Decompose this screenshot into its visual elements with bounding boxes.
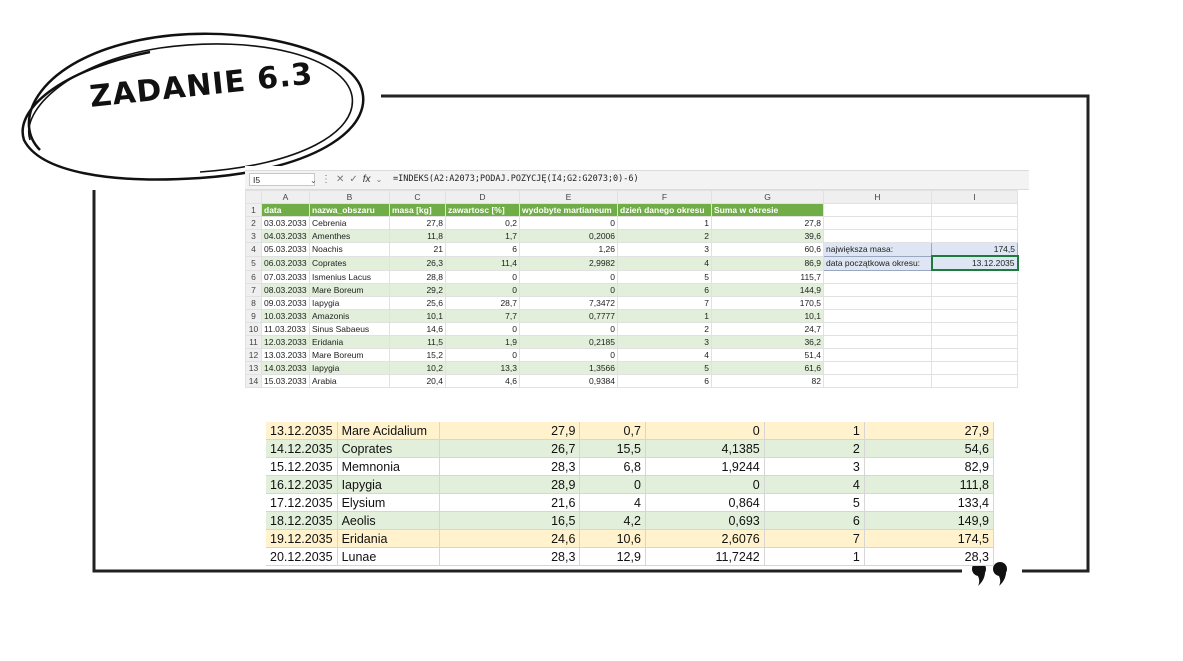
zoomed-cell[interactable]: Lunae [337, 548, 439, 566]
zoomed-grid [266, 422, 994, 566]
zoomed-cell[interactable]: 12,9 [580, 548, 646, 566]
header-cell[interactable]: wydobyte martianeum [520, 204, 618, 217]
zoomed-cell[interactable]: 2 [764, 440, 864, 458]
zoomed-row [266, 530, 994, 548]
zoomed-cell[interactable]: 54,6 [864, 440, 993, 458]
row-header[interactable]: 5 [246, 256, 262, 270]
zoomed-cell[interactable]: Eridania [337, 530, 439, 548]
zoomed-cell[interactable]: 28,3 [439, 548, 579, 566]
data-cell[interactable]: 86,9 [712, 256, 824, 270]
spreadsheet [245, 166, 1029, 397]
column-header[interactable]: H [824, 191, 932, 204]
zoomed-cell[interactable]: 149,9 [864, 512, 993, 530]
header-cell[interactable]: dzień danego okresu [618, 204, 712, 217]
cell[interactable] [932, 309, 1018, 322]
data-cell[interactable]: Iapygia [310, 296, 390, 309]
cell[interactable] [824, 283, 932, 296]
data-cell[interactable]: 21 [390, 243, 446, 257]
row-header[interactable]: 11 [246, 335, 262, 348]
cell[interactable] [824, 361, 932, 374]
data-cell[interactable]: 1 [618, 217, 712, 230]
data-cell[interactable]: 15.03.2033 [262, 374, 310, 387]
zoomed-cell[interactable]: 1 [764, 548, 864, 566]
zoomed-cell[interactable]: 6 [764, 512, 864, 530]
cell[interactable] [824, 217, 932, 230]
zoomed-cell[interactable]: 19.12.2035 [266, 530, 337, 548]
cell[interactable] [932, 361, 1018, 374]
data-cell[interactable]: 7,3472 [520, 296, 618, 309]
sheet-row [246, 217, 1018, 230]
data-cell[interactable]: 2,9982 [520, 256, 618, 270]
data-cell[interactable]: 6 [446, 243, 520, 257]
data-cell[interactable]: 0 [520, 283, 618, 296]
data-cell[interactable]: 27,8 [712, 217, 824, 230]
zoomed-cell[interactable]: 0,864 [645, 494, 764, 512]
cell[interactable] [932, 348, 1018, 361]
zoomed-cell[interactable]: 13.12.2035 [266, 422, 337, 440]
cell[interactable] [932, 270, 1018, 283]
header-cell[interactable]: data [262, 204, 310, 217]
row-header[interactable]: 14 [246, 374, 262, 387]
zoomed-cell[interactable]: 11,7242 [645, 548, 764, 566]
data-cell[interactable]: 0,2185 [520, 335, 618, 348]
data-cell[interactable]: 0,2006 [520, 230, 618, 243]
cell[interactable] [824, 348, 932, 361]
data-cell[interactable]: 0 [446, 270, 520, 283]
data-cell[interactable]: 27,8 [390, 217, 446, 230]
zoomed-cell[interactable]: 28,3 [864, 548, 993, 566]
data-cell[interactable]: 7,7 [446, 309, 520, 322]
cell[interactable] [824, 204, 932, 217]
data-cell[interactable]: 10,1 [390, 309, 446, 322]
data-cell[interactable]: 1,9 [446, 335, 520, 348]
sheet-row [246, 374, 1018, 387]
sheet-row [246, 296, 1018, 309]
header-cell[interactable]: Suma w okresie [712, 204, 824, 217]
zoomed-cell[interactable]: 174,5 [864, 530, 993, 548]
confirm-icon[interactable]: ✓ [349, 174, 358, 185]
cell[interactable] [824, 230, 932, 243]
zoomed-cell[interactable]: 1,9244 [645, 458, 764, 476]
cell[interactable] [932, 217, 1018, 230]
zoomed-cell[interactable]: 82,9 [864, 458, 993, 476]
badge-title: ZADANIE 6.3 [88, 56, 315, 115]
data-cell[interactable]: 14,6 [390, 322, 446, 335]
start-date-label[interactable]: data początkowa okresu: [824, 256, 932, 270]
data-cell[interactable]: 09.03.2033 [262, 296, 310, 309]
start-date-value[interactable]: 13.12.2035 [932, 256, 1018, 270]
row-header[interactable]: 2 [246, 217, 262, 230]
data-cell[interactable]: 1,3566 [520, 361, 618, 374]
more-icon[interactable]: ⋮ [321, 174, 331, 185]
data-cell[interactable]: 13.03.2033 [262, 348, 310, 361]
row-header[interactable]: 12 [246, 348, 262, 361]
data-cell[interactable]: 144,9 [712, 283, 824, 296]
cell[interactable] [824, 270, 932, 283]
data-cell[interactable]: 10,2 [390, 361, 446, 374]
zoomed-cell[interactable]: 111,8 [864, 476, 993, 494]
data-cell[interactable]: 7 [618, 296, 712, 309]
column-header[interactable]: A [262, 191, 310, 204]
data-cell[interactable]: 0 [446, 348, 520, 361]
cell[interactable] [932, 283, 1018, 296]
row-header[interactable]: 4 [246, 243, 262, 257]
data-cell[interactable]: 1,7 [446, 230, 520, 243]
formula-icons [321, 173, 382, 186]
row-header[interactable]: 6 [246, 270, 262, 283]
data-cell[interactable]: 39,6 [712, 230, 824, 243]
data-cell[interactable]: 6 [618, 283, 712, 296]
zoomed-cell[interactable]: 15.12.2035 [266, 458, 337, 476]
column-header[interactable]: F [618, 191, 712, 204]
data-cell[interactable]: 12.03.2033 [262, 335, 310, 348]
cell[interactable] [824, 296, 932, 309]
row-header[interactable]: 10 [246, 322, 262, 335]
data-cell[interactable]: 06.03.2033 [262, 256, 310, 270]
data-cell[interactable]: Mare Boreum [310, 283, 390, 296]
header-cell[interactable]: nazwa_obszaru [310, 204, 390, 217]
data-cell[interactable]: 10.03.2033 [262, 309, 310, 322]
data-cell[interactable]: 3 [618, 243, 712, 257]
data-cell[interactable]: 11,8 [390, 230, 446, 243]
row-header[interactable]: 7 [246, 283, 262, 296]
data-cell[interactable]: 6 [618, 374, 712, 387]
data-cell[interactable]: Iapygia [310, 361, 390, 374]
row-header[interactable]: 13 [246, 361, 262, 374]
data-cell[interactable]: 4 [618, 256, 712, 270]
max-mass-label[interactable]: największa masa: [824, 243, 932, 257]
data-cell[interactable]: 28,7 [446, 296, 520, 309]
sheet-row [246, 243, 1018, 257]
data-cell[interactable]: 08.03.2033 [262, 283, 310, 296]
data-cell[interactable]: 0,9384 [520, 374, 618, 387]
sheet-row [246, 348, 1018, 361]
zoomed-cell[interactable]: 28,3 [439, 458, 579, 476]
zoomed-cell[interactable]: 4,1385 [645, 440, 764, 458]
zoomed-cell[interactable]: 16,5 [439, 512, 579, 530]
cell[interactable] [824, 335, 932, 348]
column-header[interactable]: C [390, 191, 446, 204]
row-header[interactable]: 9 [246, 309, 262, 322]
zoomed-cell[interactable]: 5 [764, 494, 864, 512]
data-cell[interactable]: Mare Boreum [310, 348, 390, 361]
sheet-body [246, 217, 1018, 388]
data-cell[interactable]: 4,6 [446, 374, 520, 387]
data-cell[interactable]: 0 [446, 283, 520, 296]
column-header[interactable]: B [310, 191, 390, 204]
zoomed-cell[interactable]: 0 [580, 476, 646, 494]
zoomed-cell[interactable]: 20.12.2035 [266, 548, 337, 566]
zoomed-table [266, 422, 994, 564]
cell[interactable] [932, 374, 1018, 387]
name-box-value: I5 [253, 175, 261, 185]
zoomed-cell[interactable]: 10,6 [580, 530, 646, 548]
zoomed-cell[interactable]: 18.12.2035 [266, 512, 337, 530]
data-cell[interactable]: 2 [618, 230, 712, 243]
sheet-row [246, 335, 1018, 348]
zoomed-cell[interactable]: 4 [580, 494, 646, 512]
data-cell[interactable]: 24,7 [712, 322, 824, 335]
zoomed-cell[interactable]: Coprates [337, 440, 439, 458]
zoomed-cell[interactable]: 0,7 [580, 422, 646, 440]
zoomed-cell[interactable]: Mare Acidalium [337, 422, 439, 440]
zoomed-cell[interactable]: 0 [645, 476, 764, 494]
sheet-row [246, 309, 1018, 322]
cell[interactable] [932, 204, 1018, 217]
zoomed-cell[interactable]: 26,7 [439, 440, 579, 458]
data-cell[interactable]: 36,2 [712, 335, 824, 348]
name-box[interactable] [249, 173, 315, 186]
row-header[interactable]: 1 [246, 204, 262, 217]
zoomed-cell[interactable]: 14.12.2035 [266, 440, 337, 458]
column-header-row [246, 191, 1018, 204]
data-cell[interactable]: Cebrenia [310, 217, 390, 230]
data-cell[interactable]: 29,2 [390, 283, 446, 296]
zoomed-cell[interactable]: Elysium [337, 494, 439, 512]
data-cell[interactable]: 0 [446, 322, 520, 335]
sheet-row [246, 230, 1018, 243]
zoomed-cell[interactable]: 6,8 [580, 458, 646, 476]
zoomed-cell[interactable]: 0,693 [645, 512, 764, 530]
formula-input[interactable]: =INDEKS(A2:A2073;PODAJ.POZYCJĘ(I4;G2:G2073;0)-6) [393, 174, 639, 184]
zoomed-cell[interactable]: 7 [764, 530, 864, 548]
data-cell[interactable]: 0 [520, 322, 618, 335]
column-header[interactable]: G [712, 191, 824, 204]
zoomed-cell[interactable]: Iapygia [337, 476, 439, 494]
zoomed-row [266, 440, 994, 458]
zoomed-cell[interactable]: Aeolis [337, 512, 439, 530]
data-cell[interactable]: 0 [520, 217, 618, 230]
max-mass-value[interactable]: 174,5 [932, 243, 1018, 257]
zoomed-row [266, 548, 994, 566]
row-header[interactable]: 3 [246, 230, 262, 243]
zoomed-row [266, 422, 994, 440]
data-cell[interactable]: 5 [618, 270, 712, 283]
sheet-row [246, 361, 1018, 374]
data-cell[interactable]: 1 [618, 309, 712, 322]
column-header[interactable]: I [932, 191, 1018, 204]
zoomed-body [266, 422, 994, 566]
data-cell[interactable]: Noachis [310, 243, 390, 257]
data-cell[interactable]: 2 [618, 322, 712, 335]
data-cell[interactable]: 10,1 [712, 309, 824, 322]
data-cell[interactable]: 14.03.2033 [262, 361, 310, 374]
zoomed-cell[interactable]: 24,6 [439, 530, 579, 548]
column-header[interactable]: E [520, 191, 618, 204]
zoomed-cell[interactable]: 15,5 [580, 440, 646, 458]
cell[interactable] [932, 230, 1018, 243]
zoomed-cell[interactable]: 21,6 [439, 494, 579, 512]
data-cell[interactable]: 5 [618, 361, 712, 374]
zoomed-cell[interactable]: 16.12.2035 [266, 476, 337, 494]
data-cell[interactable]: 82 [712, 374, 824, 387]
header-cell[interactable]: zawartosc [%] [446, 204, 520, 217]
badge-oval [23, 34, 364, 180]
data-cell[interactable]: Sinus Sabaeus [310, 322, 390, 335]
data-cell[interactable]: 26,3 [390, 256, 446, 270]
zoomed-cell[interactable]: 133,4 [864, 494, 993, 512]
zoomed-cell[interactable]: 2,6076 [645, 530, 764, 548]
data-cell[interactable]: 115,7 [712, 270, 824, 283]
data-cell[interactable]: 11.03.2033 [262, 322, 310, 335]
zoomed-cell[interactable]: 1 [764, 422, 864, 440]
zoomed-cell[interactable]: 0 [645, 422, 764, 440]
data-cell[interactable]: Ismenius Lacus [310, 270, 390, 283]
data-cell[interactable]: 3 [618, 335, 712, 348]
zoomed-cell[interactable]: 3 [764, 458, 864, 476]
function-icon[interactable]: fx [362, 174, 371, 185]
data-cell[interactable]: 05.03.2033 [262, 243, 310, 257]
data-cell[interactable]: 1,26 [520, 243, 618, 257]
zoomed-row [266, 494, 994, 512]
cell[interactable] [824, 309, 932, 322]
cancel-icon[interactable]: ✕ [336, 174, 345, 185]
cell[interactable] [824, 322, 932, 335]
sheet-grid [245, 190, 1019, 388]
zoomed-row [266, 512, 994, 530]
data-cell[interactable]: Arabia [310, 374, 390, 387]
cell[interactable] [932, 322, 1018, 335]
chevron-down-icon[interactable]: ⌄ [375, 175, 383, 184]
formula-bar [245, 170, 1029, 190]
data-cell[interactable]: 170,5 [712, 296, 824, 309]
row-header[interactable]: 8 [246, 296, 262, 309]
zoomed-row [266, 476, 994, 494]
data-cell[interactable]: 51,4 [712, 348, 824, 361]
zoomed-cell[interactable]: 17.12.2035 [266, 494, 337, 512]
zoomed-cell[interactable]: 4,2 [580, 512, 646, 530]
corner-cell[interactable] [246, 191, 262, 204]
sheet-row [246, 322, 1018, 335]
data-cell[interactable]: Eridania [310, 335, 390, 348]
sheet-row [246, 270, 1018, 283]
data-cell[interactable]: Coprates [310, 256, 390, 270]
cell[interactable] [824, 374, 932, 387]
zoomed-cell[interactable]: 27,9 [864, 422, 993, 440]
data-cell[interactable]: 4 [618, 348, 712, 361]
data-cell[interactable]: Amazonis [310, 309, 390, 322]
chevron-down-icon[interactable]: ⌄ [310, 176, 317, 185]
data-cell[interactable]: 0,7777 [520, 309, 618, 322]
data-cell[interactable]: 03.03.2033 [262, 217, 310, 230]
data-cell[interactable]: 04.03.2033 [262, 230, 310, 243]
data-cell[interactable]: 0,2 [446, 217, 520, 230]
data-cell[interactable]: 20,4 [390, 374, 446, 387]
zoomed-cell[interactable]: 27,9 [439, 422, 579, 440]
data-cell[interactable]: Amenthes [310, 230, 390, 243]
data-cell[interactable]: 25,6 [390, 296, 446, 309]
data-cell[interactable]: 0 [520, 348, 618, 361]
data-cell[interactable]: 07.03.2033 [262, 270, 310, 283]
sheet-row [246, 256, 1018, 270]
data-cell[interactable]: 0 [520, 270, 618, 283]
header-cell[interactable]: masa [kg] [390, 204, 446, 217]
data-cell[interactable]: 60,6 [712, 243, 824, 257]
column-header[interactable]: D [446, 191, 520, 204]
cell[interactable] [932, 335, 1018, 348]
zoomed-cell[interactable]: 4 [764, 476, 864, 494]
data-cell[interactable]: 13,3 [446, 361, 520, 374]
cell[interactable] [932, 296, 1018, 309]
data-cell[interactable]: 61,6 [712, 361, 824, 374]
data-cell[interactable]: 11,5 [390, 335, 446, 348]
data-cell[interactable]: 28,8 [390, 270, 446, 283]
zoomed-row [266, 458, 994, 476]
zoomed-cell[interactable]: 28,9 [439, 476, 579, 494]
data-cell[interactable]: 11,4 [446, 256, 520, 270]
sheet-row [246, 204, 1018, 217]
zoomed-cell[interactable]: Memnonia [337, 458, 439, 476]
sheet-row [246, 283, 1018, 296]
data-cell[interactable]: 15,2 [390, 348, 446, 361]
